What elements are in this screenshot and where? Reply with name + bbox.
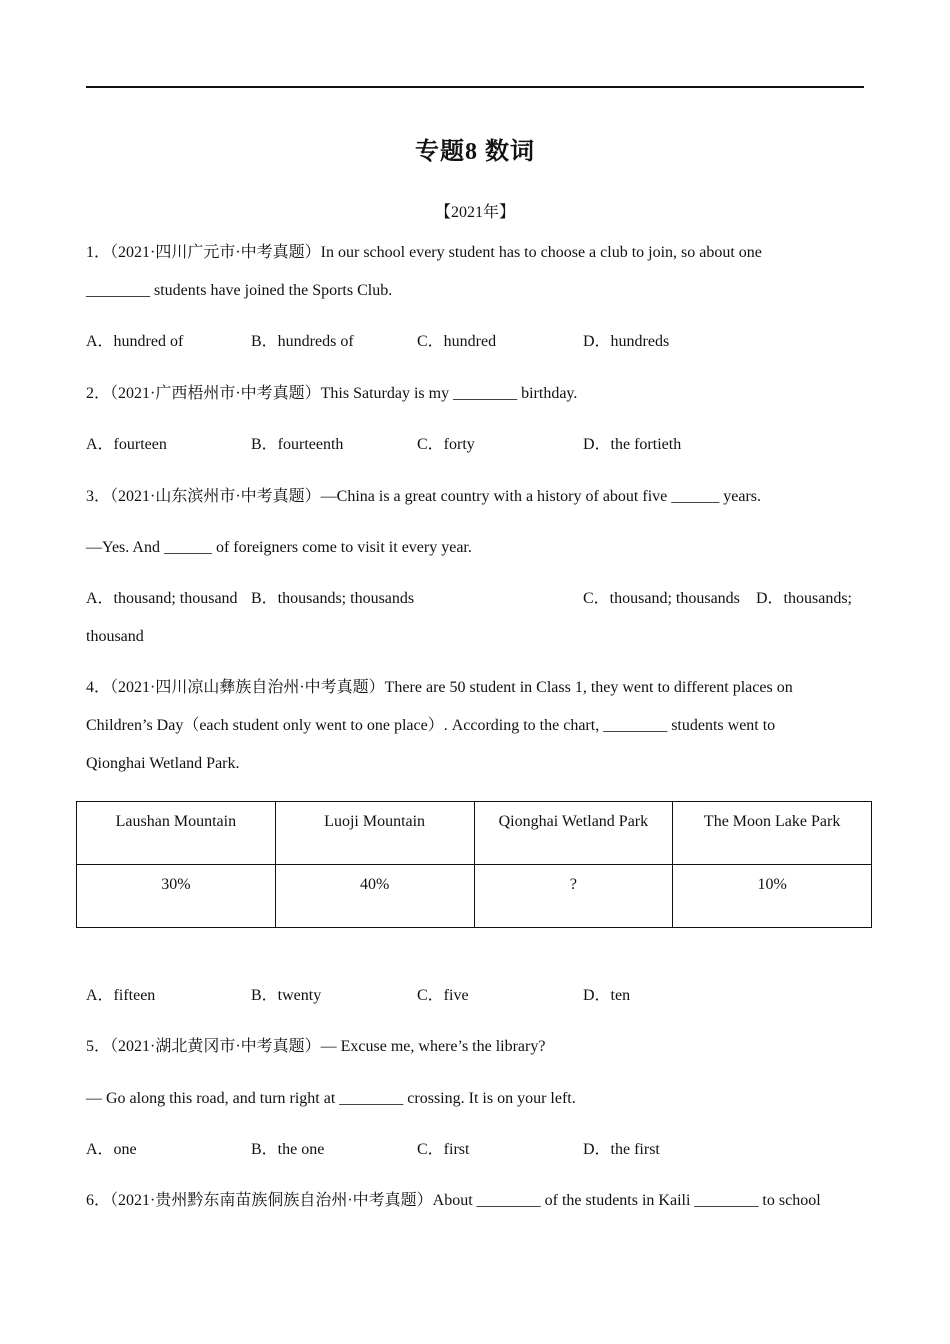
q5-stem: 5．（2021·湖北黄冈市·中考真题）— Excuse me, where’s the library? [86,1038,546,1055]
q3-option-c: C．thousand; thousands [583,590,740,607]
table-header-row [77,802,872,865]
q5-option-a: A．one [86,1141,137,1158]
q4-option-a: A．fifteen [86,987,156,1004]
q2-stem: 2．（2021·广西梧州市·中考真题）This Saturday is my ________ birthday. [86,385,578,402]
table-cell: 30% [77,865,276,928]
q4-option-d: D．ten [583,987,631,1004]
q5-option-b: B．the one [251,1141,325,1158]
q1-stem: 1．（2021·四川广元市·中考真题）In our school every student has to choose a club to join, so about one [86,244,762,261]
q2-option-c: C．forty [417,436,475,453]
q3-option-b: B．thousands; thousands [251,590,415,607]
q1-option-a: A．hundred of [86,333,184,350]
table-header-cell: The Moon Lake Park [673,802,872,865]
year-header: 【2021年】 [434,204,515,221]
q3-stem: 3．（2021·山东滨州市·中考真题）—China is a great country with a history of about five ______ years. [86,488,762,505]
q1-stem-cont: ________ students have joined the Sports Club. [86,282,393,299]
table-cell: 10% [673,865,872,928]
q4-stem-cont2: Qionghai Wetland Park. [86,755,240,772]
table-header-cell: Luoji Mountain [275,802,474,865]
table-cell: ? [474,865,673,928]
q4-stem-cont: Children’s Day（each student only went to one place）. According to the chart, ________ students went to [86,717,776,734]
q2-option-d: D．the fortieth [583,436,682,453]
q3-option-d-cont: thousand [86,628,144,645]
table-cell: 40% [275,865,474,928]
q1-option-b: B．hundreds of [251,333,354,350]
q4-stem: 4．（2021·四川凉山彝族自治州·中考真题）There are 50 student in Class 1, they went to different places on [86,679,793,696]
q3-option-d: D．thousands; [756,590,853,607]
q1-option-d: D．hundreds [583,333,670,350]
q3-option-a: A．thousand; thousand [86,590,238,607]
q4-option-b: B．twenty [251,987,322,1004]
table-header-cell: Laushan Mountain [77,802,276,865]
q4-option-c: C．five [417,987,469,1004]
q2-option-b: B．fourteenth [251,436,344,453]
q5-option-d: D．the first [583,1141,660,1158]
table-header-cell: Qionghai Wetland Park [474,802,673,865]
q2-option-a: A．fourteen [86,436,167,453]
table-row [77,865,872,928]
page-title: 专题8 数词 [415,139,535,165]
header-rule [86,86,864,88]
q5-stem-cont: — Go along this road, and turn right at ________ crossing. It is on your left. [86,1090,576,1107]
q5-option-c: C．first [417,1141,470,1158]
places-table [76,801,872,928]
q3-stem-cont: —Yes. And ______ of foreigners come to visit it every year. [86,539,472,556]
q1-option-c: C．hundred [417,333,497,350]
q6-stem: 6．（2021·贵州黔东南苗族侗族自治州·中考真题）About ________ of the students in Kaili ________ to school [86,1192,821,1209]
